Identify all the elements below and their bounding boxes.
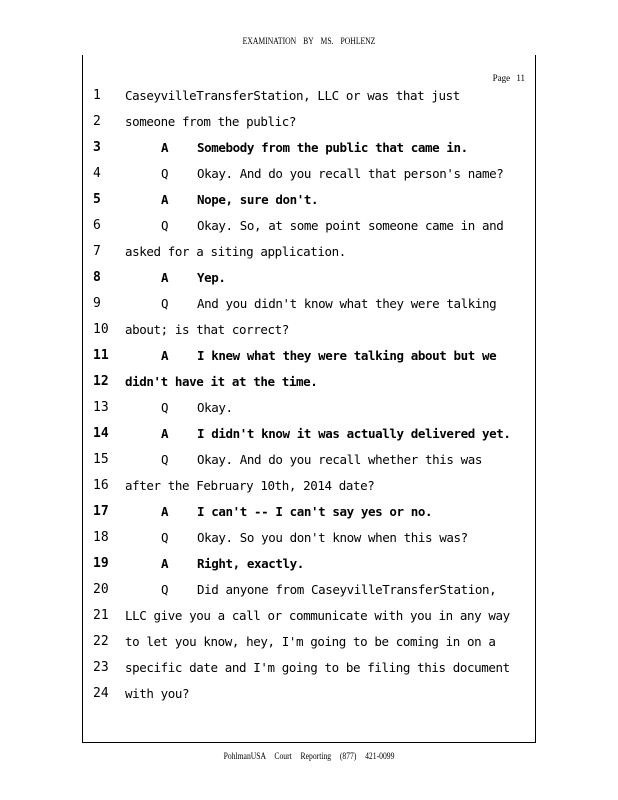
speaker-label: A	[161, 140, 169, 155]
line-number: 23	[93, 660, 109, 675]
transcript-line	[83, 213, 535, 239]
line-number: 12	[93, 374, 109, 389]
transcript-line	[83, 83, 535, 109]
speaker-label: Q	[161, 530, 169, 545]
line-text: specific date and I'm going to be filing this document	[125, 660, 510, 675]
transcript-line	[83, 499, 535, 525]
line-number: 16	[93, 478, 109, 493]
line-text: I knew what they were talking about but we	[197, 348, 497, 363]
line-text: didn't have it at the time.	[125, 374, 318, 389]
line-number: 4	[93, 166, 101, 181]
line-number: 17	[93, 504, 109, 519]
line-number: 5	[93, 192, 101, 207]
transcript-line	[83, 421, 535, 447]
line-number: 11	[93, 348, 109, 363]
line-number: 19	[93, 556, 109, 571]
line-text: Somebody from the public that came in.	[197, 140, 468, 155]
line-number: 7	[93, 244, 101, 259]
line-text: asked for a siting application.	[125, 244, 346, 259]
line-number: 21	[93, 608, 109, 623]
speaker-label: Q	[161, 582, 169, 597]
transcript-line	[83, 551, 535, 577]
line-text: after the February 10th, 2014 date?	[125, 478, 375, 493]
transcript-line	[83, 577, 535, 603]
line-number: 24	[93, 686, 109, 701]
line-text: LLC give you a call or communicate with you in any way	[125, 608, 510, 623]
line-text: I can't -- I can't say yes or no.	[197, 504, 433, 519]
transcript-line	[83, 265, 535, 291]
transcript-line	[83, 629, 535, 655]
line-text: Okay. And do you recall whether this was	[197, 452, 483, 467]
transcript-line	[83, 395, 535, 421]
line-text: I didn't know it was actually delivered yet.	[197, 426, 511, 441]
speaker-label: Q	[161, 166, 169, 181]
transcript-line	[83, 187, 535, 213]
line-number: 13	[93, 400, 109, 415]
transcript-frame	[82, 55, 536, 743]
line-text: Nope, sure don't.	[197, 192, 319, 207]
transcript-line	[83, 135, 535, 161]
line-number: 9	[93, 296, 101, 311]
transcript-line	[83, 447, 535, 473]
transcript-line	[83, 291, 535, 317]
page-footer: PohlmanUSA Court Reporting (877) 421-0099	[223, 751, 395, 761]
transcript-line	[83, 603, 535, 629]
line-number: 8	[93, 270, 101, 285]
speaker-label: A	[161, 504, 169, 519]
speaker-label: Q	[161, 218, 169, 233]
transcript-line	[83, 473, 535, 499]
transcript-line	[83, 525, 535, 551]
line-text: someone from the public?	[125, 114, 297, 129]
line-number: 22	[93, 634, 109, 649]
transcript-line	[83, 343, 535, 369]
transcript-line	[83, 681, 535, 707]
transcript-line	[83, 109, 535, 135]
line-text: Okay.	[197, 400, 233, 415]
transcript-line	[83, 655, 535, 681]
speaker-label: A	[161, 426, 169, 441]
line-text: Okay. And do you recall that person's name?	[197, 166, 504, 181]
line-number: 2	[93, 114, 101, 129]
line-text: about; is that correct?	[125, 322, 289, 337]
line-number: 6	[93, 218, 101, 233]
page-number: Page 11	[492, 73, 525, 83]
line-text: Okay. So, at some point someone came in and	[197, 218, 504, 233]
speaker-label: Q	[161, 296, 169, 311]
speaker-label: Q	[161, 452, 169, 467]
line-number: 14	[93, 426, 109, 441]
line-text: with you?	[125, 686, 190, 701]
line-number: 18	[93, 530, 109, 545]
line-number: 15	[93, 452, 109, 467]
line-text: Did anyone from CaseyvilleTransferStation,	[197, 582, 497, 597]
line-number: 1	[93, 88, 101, 103]
speaker-label: A	[161, 192, 169, 207]
line-text: Yep.	[197, 270, 226, 285]
line-text: CaseyvilleTransferStation, LLC or was that just	[125, 88, 460, 103]
transcript-line	[83, 317, 535, 343]
transcript-line	[83, 239, 535, 265]
page-header: EXAMINATION BY MS. POHLENZ	[242, 36, 376, 46]
line-number: 3	[93, 140, 101, 155]
speaker-label: A	[161, 348, 169, 363]
transcript-line	[83, 369, 535, 395]
speaker-label: A	[161, 270, 169, 285]
line-text: Right, exactly.	[197, 556, 304, 571]
line-text: And you didn't know what they were talking	[197, 296, 497, 311]
speaker-label: Q	[161, 400, 169, 415]
speaker-label: A	[161, 556, 169, 571]
line-number: 10	[93, 322, 109, 337]
line-text: Okay. So you don't know when this was?	[197, 530, 468, 545]
transcript-line	[83, 161, 535, 187]
line-number: 20	[93, 582, 109, 597]
line-text: to let you know, hey, I'm going to be coming in on a	[125, 634, 496, 649]
